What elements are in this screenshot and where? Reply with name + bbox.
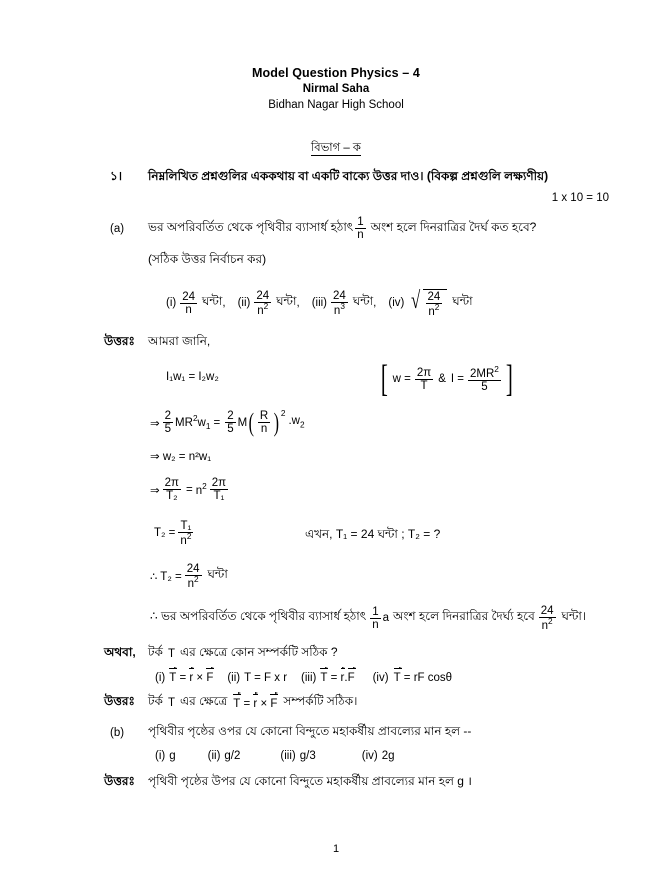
part-a-option-2-separator: ,	[296, 297, 300, 310]
answer-a-line-1: I₁w₁ = I₂w₂	[166, 371, 219, 383]
part-b-option-3-marker: (iii)	[280, 750, 296, 762]
part-a-options	[166, 289, 473, 318]
conclusion-fraction-2: $\frac{24}{n^2}$	[540, 605, 554, 632]
part-a-option-3[interactable]	[312, 290, 377, 317]
answer-a-conclusion	[150, 605, 586, 632]
alternative-answer-middle: এর ক্ষেত্রে	[179, 694, 228, 708]
author-name: Nirmal Saha	[302, 83, 370, 95]
step-2-paren-exponent: 2	[280, 409, 286, 418]
conclusion-fraction-1-tail: a	[382, 612, 389, 625]
part-a-option-1[interactable]	[166, 291, 226, 316]
part-b-option-2[interactable]	[208, 750, 241, 762]
answer-a-step-6	[150, 563, 228, 590]
step-6-fraction: $\frac{24}{n^2}$	[186, 563, 200, 590]
part-b-options	[155, 750, 395, 762]
part-a-option-2-denominator: $n^2$	[257, 302, 269, 317]
alternative-option-4-formula: T = rF cosθ	[393, 672, 453, 684]
step-5-lhs: T₂ =	[154, 527, 176, 540]
part-b-label: (b)	[110, 727, 125, 739]
alternative-answer	[148, 693, 357, 713]
alternative-option-2-marker: (ii)	[227, 671, 241, 684]
bracket-i-label: I =	[450, 373, 464, 386]
step-2-equals: =	[213, 416, 221, 429]
question-1-text: নিম্নলিখিত প্রশ্নগুলির এককথায় বা একটি বাক্যে উত্তর দাও। (বিকল্প প্রশ্নগুলি লক্ষ্যণীয়)	[148, 169, 549, 183]
part-a-option-4-fraction	[426, 291, 443, 318]
alternative-option-1-marker: (i)	[155, 671, 166, 684]
alternative-option-1[interactable]	[155, 671, 213, 684]
bracket-i-denominator: 5	[481, 380, 488, 393]
step-4-equals: =	[185, 483, 193, 496]
page-number: 1	[332, 843, 340, 855]
part-b-option-3[interactable]	[280, 750, 315, 762]
step-2-arrow: ⇒	[150, 417, 160, 430]
part-a-option-2-marker: (ii)	[237, 297, 251, 310]
bracket-i-numerator: $2MR^2$	[470, 365, 499, 380]
bracket-i-fraction	[468, 366, 501, 393]
alternative-answer-before: টর্ক	[148, 694, 163, 708]
answer-a-step-3: ⇒ w₂ = n²w₁	[150, 451, 212, 463]
alternative-option-3[interactable]	[301, 671, 355, 684]
part-a-fraction	[355, 216, 365, 241]
answer-a-bracket-note: [ w = $\frac{2\pi}{T}$ & I = $\frac{2MR^2}{5}$ ]	[380, 358, 513, 401]
part-a-label: (a)	[110, 223, 125, 235]
conclusion-fraction-1: $\frac{1}{n}$	[372, 605, 379, 631]
alternative-option-4-marker: (iv)	[372, 671, 389, 684]
part-b-option-2-marker: (ii)	[207, 750, 221, 762]
section-heading-text: বিভাগ – ক	[311, 142, 361, 154]
bracket-w-fraction	[415, 367, 433, 392]
alternative-question	[148, 644, 338, 664]
part-a-option-1-separator: ,	[222, 297, 226, 310]
part-a-option-1-denominator: n	[185, 303, 192, 316]
part-b-answer-text: পৃথিবী পৃষ্ঠের উপর যে কোনো বিন্দুতে মহাকর্ষীয় প্রাবল্যের মান হল g ।	[148, 774, 472, 788]
step-4-fraction-left: $\frac{2\pi}{\text{T₂}}$	[164, 477, 179, 503]
alternative-label: অথবা,	[104, 645, 136, 659]
part-a-prompt	[148, 216, 536, 241]
part-a-option-3-fraction	[331, 290, 348, 317]
part-a-option-4-denominator: $n^2$	[428, 303, 440, 318]
part-b-option-1-text: g	[169, 750, 176, 762]
answer-a-step-5	[154, 520, 195, 547]
page-title: Model Question Physics – 4	[252, 66, 420, 80]
conclusion-part-2: অংশ হলে দিনরাত্রির দৈর্ঘ্য হবে	[393, 609, 535, 624]
part-a-option-2-fraction	[254, 290, 271, 317]
part-b-option-1[interactable]	[155, 750, 176, 762]
alternative-option-2[interactable]	[227, 672, 287, 684]
part-a-option-3-denominator: $n^3$	[333, 302, 345, 317]
answer-a-step-2: ⇒ $\frac{2}{5}$ $MR^2w_1$ = $\frac{2}{5}$ M ( $\frac{R}{n}$ ) $^2$ $.w_2$	[150, 407, 305, 437]
alternative-answer-formula: T = r × F	[233, 697, 278, 710]
part-a-prompt-after: অংশ হলে দিনরাত্রির দৈর্ঘ কত হবে?	[370, 219, 537, 234]
part-b-option-4-text: 2g	[381, 750, 395, 762]
alternative-option-2-formula: T = F x r	[244, 671, 288, 684]
alternative-question-before: টর্ক	[148, 645, 163, 659]
part-a-prompt-before: ভর অপরিবর্তিত থেকে পৃথিবীর ব্যাসার্ধ হঠাৎ	[148, 219, 354, 234]
step-2-w2: $.w_2$	[288, 415, 305, 430]
part-a-fraction-denominator: n	[357, 229, 364, 242]
alternative-question-symbol: T	[167, 648, 175, 660]
step-6-lhs: ∴ T₂ =	[150, 571, 182, 584]
part-a-option-1-marker: (i)	[166, 297, 177, 310]
part-b-option-1-marker: (i)	[155, 750, 166, 762]
alternative-option-3-formula: T = r.F	[320, 672, 355, 684]
part-a-option-4-unit: ঘন্টা	[452, 294, 473, 309]
question-1-number: ১।	[110, 169, 123, 183]
step-2-fraction-1: $\frac{2}{5}$	[164, 410, 172, 436]
part-a-option-3-separator: ,	[373, 297, 377, 310]
question-1-marks: 1 x 10 = 10	[551, 192, 609, 204]
part-a-fraction-numerator: 1	[357, 216, 364, 228]
part-a-option-4-numerator: 24	[427, 291, 441, 303]
part-b-question: পৃথিবীর পৃষ্ঠের ওপর যে কোনো বিন্দুতে মহাকর্ষীয় প্রাবল্যের মান হল --	[148, 724, 472, 738]
part-a-instruction: (সঠিক উত্তর নির্বাচন কর)	[148, 252, 267, 266]
step-4-n: $n^2$	[195, 482, 207, 497]
step-6-unit: ঘন্টা	[207, 567, 228, 582]
step-2-m: M	[237, 416, 248, 429]
conclusion-part-1: ∴ ভর অপরিবর্তিত থেকে পৃথিবীর ব্যাসার্ধ হঠাৎ	[150, 609, 367, 624]
part-a-option-2-unit: ঘন্টা	[276, 294, 297, 309]
step-4-fraction-right: $\frac{2\pi}{\text{T₁}}$	[211, 477, 227, 503]
bracket-w-denominator: T	[420, 379, 428, 392]
step-5-fraction: $\frac{\text{T₁}}{n^2}$	[180, 520, 192, 547]
radical-icon: √	[411, 288, 421, 314]
conclusion-part-3: ঘন্টা।	[561, 609, 587, 624]
alternative-answer-symbol: T	[167, 697, 175, 709]
part-b-answer-label: উত্তরঃ	[104, 774, 135, 788]
school-name: Bidhan Nagar High School	[268, 99, 404, 111]
part-a-option-1-unit: ঘন্টা	[202, 294, 223, 309]
part-a-option-1-fraction	[180, 291, 197, 316]
step-2-fraction-3: $\frac{R}{n}$	[259, 410, 269, 436]
answer-a-intro: আমরা জানি,	[148, 334, 211, 348]
part-b-option-2-text: g/2	[224, 750, 241, 762]
step-2-mr: $MR^2w_1$	[175, 414, 211, 432]
alternative-question-after: এর ক্ষেত্রে কোন সম্পর্কটি সঠিক ?	[179, 645, 338, 659]
part-b-option-4[interactable]	[362, 750, 395, 762]
part-a-option-3-unit: ঘন্টা	[352, 294, 374, 309]
step-2-fraction-2: $\frac{2}{5}$	[227, 410, 234, 436]
part-a-option-3-marker: (iii)	[311, 297, 328, 310]
step-4-arrow: ⇒	[150, 484, 160, 497]
answer-a-label: উত্তরঃ	[104, 334, 135, 348]
alternative-answer-after: সম্পর্কটি সঠিক।	[283, 694, 358, 708]
part-b-option-3-text: g/3	[299, 750, 316, 762]
part-a-option-2[interactable]	[238, 290, 300, 317]
alternative-answer-label: উত্তরঃ	[104, 694, 135, 708]
part-a-option-3-numerator: 24	[333, 290, 346, 302]
part-a-option-4-marker: (iv)	[388, 297, 405, 310]
section-heading	[0, 139, 672, 158]
part-a-option-1-numerator: 24	[182, 290, 196, 303]
part-a-option-4-radicand	[423, 289, 448, 318]
alternative-option-1-formula: T = r × F	[169, 672, 214, 684]
part-b-option-4-marker: (iv)	[361, 750, 378, 762]
bracket-w-numerator: 2π	[416, 366, 432, 379]
bracket-w-label: w =	[392, 373, 411, 386]
alternative-option-3-marker: (iii)	[301, 671, 317, 684]
bracket-ampersand: &	[438, 373, 446, 386]
part-a-option-2-numerator: 24	[256, 290, 270, 302]
alternative-option-4[interactable]	[373, 671, 452, 684]
answer-a-given: এখন, T₁ = 24 ঘন্টা ; T₂ = ?	[305, 527, 441, 541]
alternative-options	[155, 671, 452, 684]
answer-a-step-4	[150, 477, 230, 502]
part-a-option-4-sqrt	[409, 289, 447, 318]
part-a-option-4[interactable]	[388, 289, 472, 318]
